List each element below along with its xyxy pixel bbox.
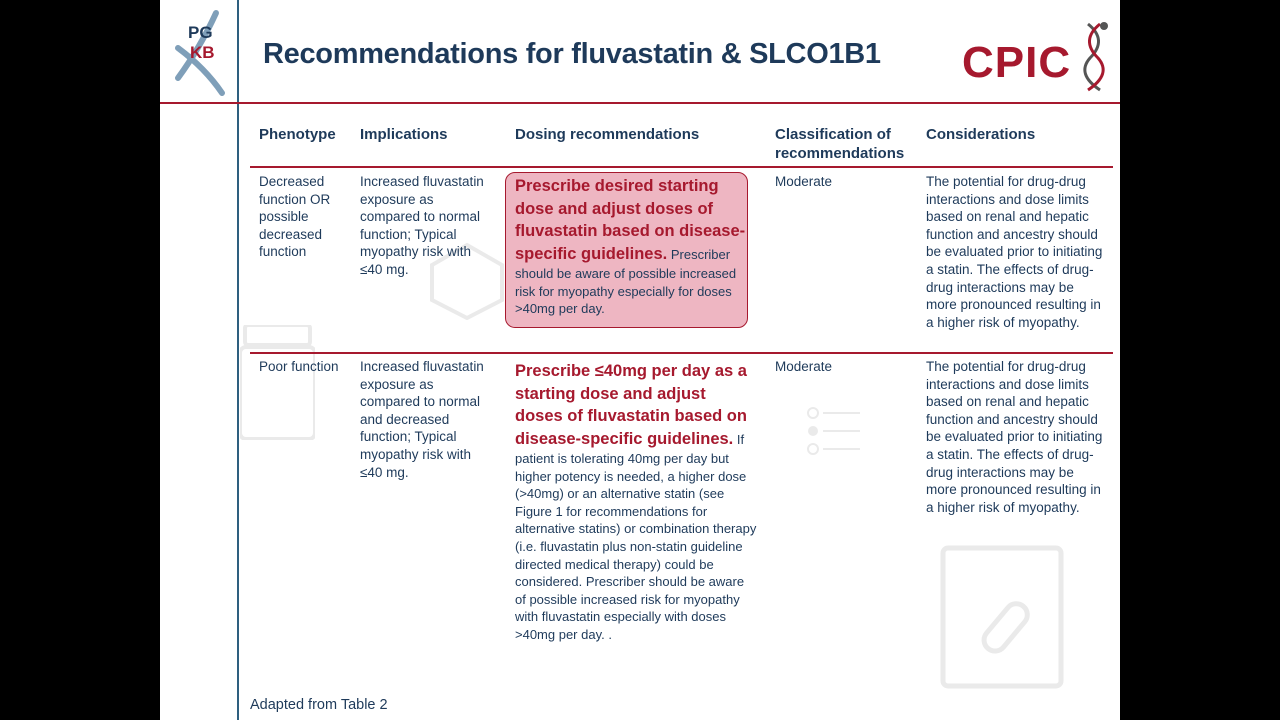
cpic-logo (962, 18, 1112, 96)
header-considerations: Considerations (926, 126, 1036, 143)
row1-phenotype: Decreased function OR possible decreased function (259, 174, 331, 260)
row2-dosing (515, 360, 757, 644)
row2-implications: Increased fluvastatin exposure as compared to normal and decreased function; Typical myopathy risk with ≤40 mg. (360, 359, 484, 480)
pill-bottle-watermark-icon (240, 325, 315, 440)
row-divider (250, 352, 1113, 354)
pgkb-logo (170, 8, 230, 96)
pgkb-logo-top: PG (188, 23, 213, 42)
row1-considerations: The potential for drug-drug interactions and dose limits based on renal and hepatic function and ancestry should be evaluated prior to initiating a statin. The effects of drug-drug interactions may be more pronounced resulting in a higher risk of myopathy. (926, 174, 1103, 330)
dna-helix-icon (1080, 20, 1110, 94)
row1-implications: Increased fluvastatin exposure as compared to normal function; Typical myopathy risk with ≤40 mg. (360, 174, 484, 277)
pgkb-logo-bottom: KB (190, 43, 215, 62)
cpic-logo-text: CPIC (962, 38, 1072, 87)
header-phenotype: Phenotype (259, 126, 336, 143)
row1-dosing-text: Prescriber should be aware of possible increased risk for myopathy especially for doses >40mg per day. (515, 246, 737, 317)
header-divider (160, 102, 1120, 104)
row1-classification: Moderate (775, 174, 833, 189)
slide-title: Recommendations for fluvastatin & SLCO1B1 (263, 38, 881, 70)
header-dosing: Dosing recommendations (515, 126, 700, 143)
row2-classification: Moderate (775, 359, 833, 374)
row2-phenotype: Poor function (259, 359, 339, 374)
slide (160, 0, 1120, 720)
header-classification: Classification of recommendations (775, 126, 905, 162)
vertical-divider (237, 0, 239, 720)
row2-considerations: The potential for drug-drug interactions and dose limits based on renal and hepatic function and ancestry should be evaluated prior to initiating a statin. The effects of drug-drug interactions may be more pronounced resulting in a higher risk of myopathy. (926, 359, 1103, 515)
checklist-watermark-icon (805, 405, 865, 455)
header-implications: Implications (360, 126, 448, 143)
clipboard-watermark-icon (940, 545, 1065, 690)
row-divider (250, 166, 1113, 168)
row1-dosing (515, 175, 750, 318)
row2-dosing-bold: Prescribe ≤40mg per day as a starting dose and adjust doses of fluvastatin based on disease-specific guidelines. (515, 362, 747, 448)
row2-dosing-text: If patient is tolerating 40mg per day but higher potency is needed, a higher dose (>40mg) or an alternative statin (see Figure 1 for recommendations for alternative statins) or combination therapy (i.e. fluvastatin plus non-statin guideline directed medical therapy) could be considered. Prescriber should be aware of possible increased risk for myopathy with fluvastatin especially with doses >40mg per day. . (515, 431, 757, 642)
slide-footer: Adapted from Table 2 (250, 697, 388, 713)
row1-dosing-bold: Prescribe desired starting dose and adjust doses of fluvastatin based on disease-specific guidelines. (515, 177, 746, 263)
